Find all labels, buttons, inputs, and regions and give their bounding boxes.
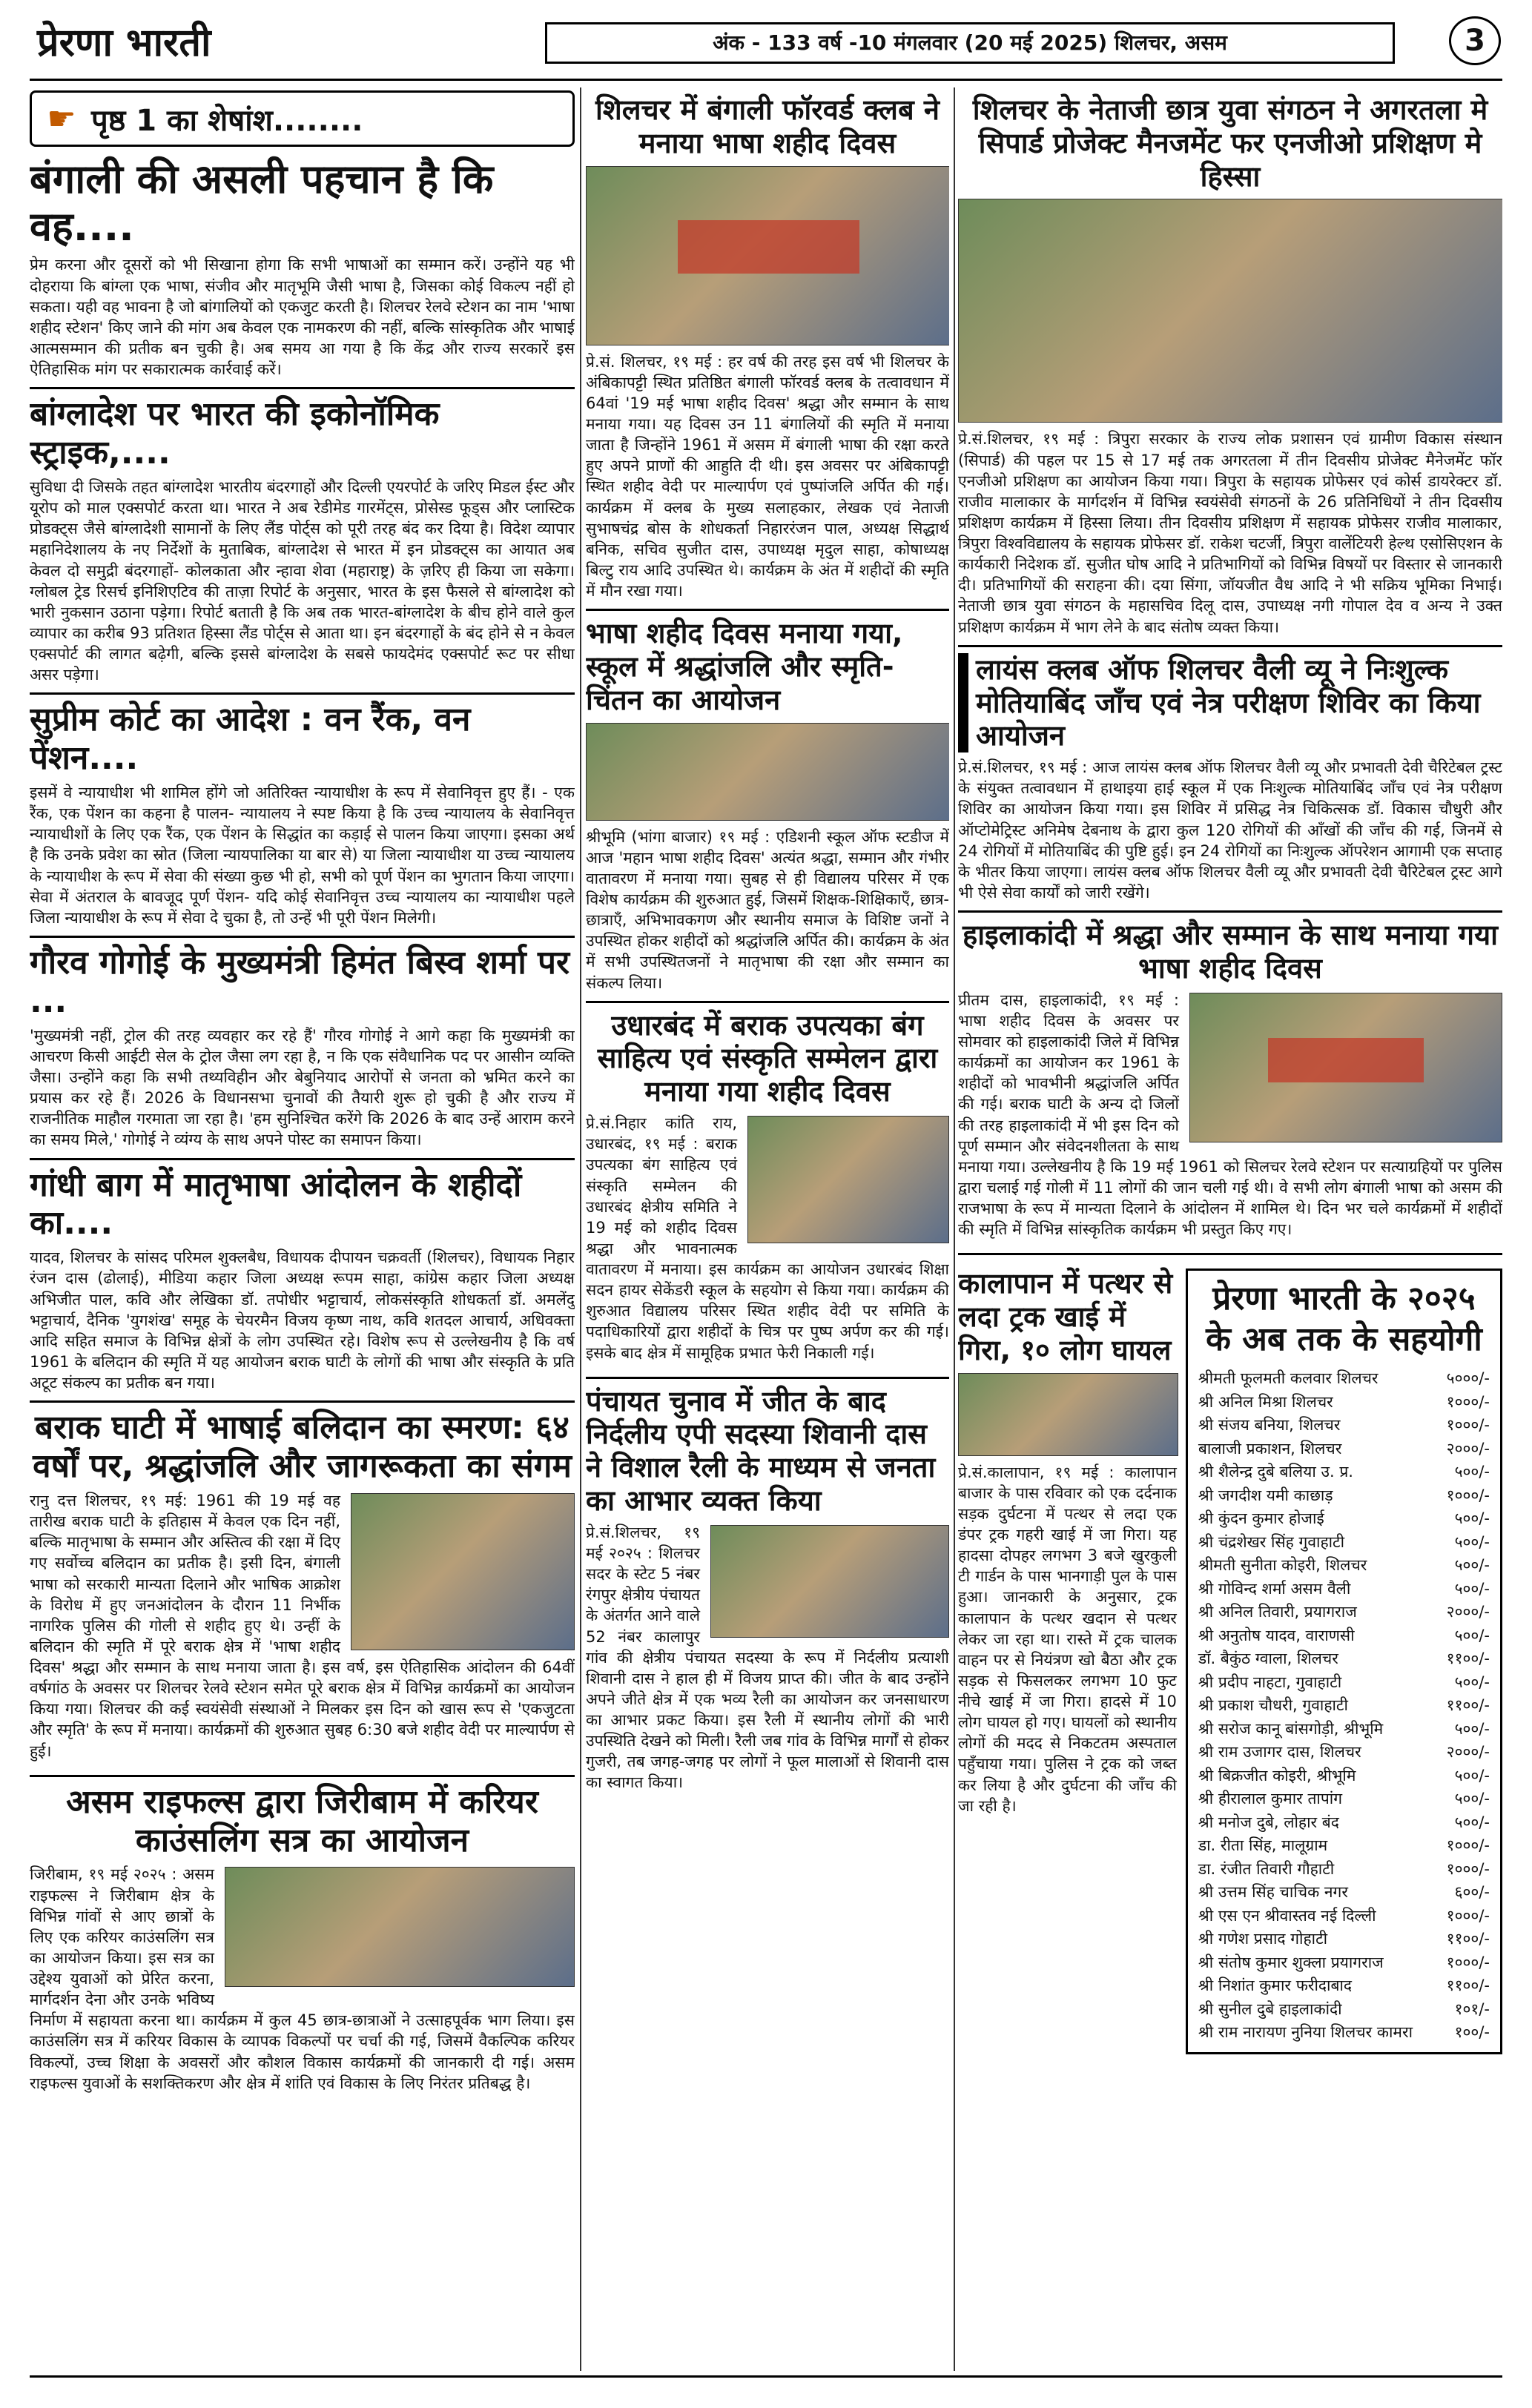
donor-amount: १०००/- [1446, 1953, 1490, 1971]
newspaper-brand: प्रेरणा भारती [37, 20, 211, 65]
article-headline: सुप्रीम कोर्ट का आदेश : वन रैंक, वन पेंशन.... [30, 701, 471, 778]
donor-amount: ५००/- [1454, 1509, 1490, 1528]
donor-row [1198, 1834, 1490, 1858]
article-headline: गांधी बाग में मातृभाषा आंदोलन के शहीदों का.... [30, 1165, 522, 1243]
bottom-right-block [958, 1261, 1502, 2054]
donor-row [1198, 1484, 1490, 1508]
article-headline: बराक घाटी में भाषाई बलिदान का स्मरण: ६४ वर्षों पर, श्रद्धांजलि और जागरूकता का संगम [33, 1409, 572, 1486]
donor-name: श्री गोविन्द शर्मा असम वैली [1198, 1579, 1351, 1598]
donor-row [1198, 1461, 1490, 1484]
donor-name: श्री संजय बनिया, शिलचर [1198, 1416, 1341, 1435]
article-body: प्रे.सं.शिलचर, १९ मई : आज लायंस क्लब ऑफ शिलचर वैली व्यू और प्रभावती देवी चैरिटेबल ट्रस्ट के संयुक्त तत्वावधान में हाथाइया हाई स्कूल में एक निःशुल्क मोतियाबिंद जाँच एवं नेत्र परीक्षण शिविर का आयोजन किया गया। इस शिविर में प्रसिद्ध नेत्र चिकित्सक डॉ. विकास चौधुरी और ऑप्टोमेट्रिस्ट अनिमेष देबनाथ के द्वारा कुल 120 रोगियों की आँखों की जाँच की गई, जिनमें से 24 रोगियों में मोतियाबिंद की पुष्टि हुई। इन 24 रोगियों का निःशुल्क ऑपरेशन आगामी एक सप्ताह के भीतर किया जाएगा। लायंस क्लब ऑफ शिलचर वैली व्यू और प्रभावती देवी चैरिटेबल ट्रस्ट आगे भी ऐसे सेवा कार्यों को जारी रखेंगे। [958, 758, 1502, 902]
divider [30, 1158, 575, 1160]
donor-row [1198, 1951, 1490, 1975]
news-photo [1189, 993, 1502, 1142]
donor-name: श्री कुंदन कुमार होजाई [1198, 1509, 1324, 1528]
column-left [30, 87, 575, 2371]
donor-amount: ५००/- [1454, 1766, 1490, 1784]
donor-row [1198, 1881, 1490, 1905]
donor-name: डॉ. बैकुंठ ग्वाला, शिलचर [1198, 1650, 1338, 1668]
news-photo [225, 1867, 575, 1987]
donor-row [1198, 1694, 1490, 1718]
donor-amount: १००/- [1454, 2023, 1490, 2042]
divider [586, 609, 949, 611]
donor-amount: १०००/- [1446, 1486, 1490, 1504]
column-middle [586, 87, 949, 2371]
article-headline: गौरव गोगोई के मुख्यमंत्री हिमंत बिस्व शर्मा पर ... [30, 943, 570, 1020]
truck-accident-article [958, 1261, 1177, 2054]
article-headline: असम राइफल्स द्वारा जिरीबाम में करियर काउंसलिंग सत्र का आयोजन [66, 1782, 538, 1859]
article-headline: उधारबंद में बराक उपत्यका बंग साहित्य एवं संस्कृति सम्मेलन द्वारा मनाया गया शहीद दिवस [597, 1008, 938, 1108]
donor-row [1198, 1858, 1490, 1882]
donor-amount: ५००/- [1454, 1673, 1490, 1691]
news-photo [958, 1373, 1178, 1456]
donor-row [1198, 1391, 1490, 1415]
article-headline: कालापान में पत्थर से लदा ट्रक खाई में गिरा, १० लोग घायल [958, 1267, 1173, 1366]
donor-row [1198, 1507, 1490, 1531]
donor-amount: ५००/- [1454, 1719, 1490, 1738]
donor-name: श्री सुनील दुबे हाइलाकांदी [1198, 2000, 1342, 2018]
article-headline: शिलचर में बंगाली फॉरवर्ड क्लब ने मनाया भाषा शहीद दिवस [595, 93, 940, 159]
article-body: प्रे.सं.शिलचर, १९ मई २०२५ : शिलचर सदर के स्टेट 5 नंबर रंगपुर क्षेत्रीय पंचायत के अंतर्गत आने वाले 52 नंबर कालापुर गांव की क्षेत्रीय पंचायत सदस्या के रूप में निर्दलीय प्रत्याशी शिवानी दास ने हाल ही में विजय प्राप्त की। जीत के बाद उन्होंने अपने जीते क्षेत्र में एक भव्य रैली का आयोजन कर जनसाधारण का आभार प्रकट किया। इस रैली में स्थानीय लोगों की भारी उपस्थिति देखने को मिली। रैली जब गांव के विभिन्न मार्गों से होकर गुजरी, तब जगह-जगह पर लोगों ने फूल मालाओं से शिवानी दास का स्वागत किया। [586, 1523, 949, 1792]
article-body: प्रे.सं. शिलचर, १९ मई : हर वर्ष की तरह इस वर्ष भी शिलचर के अंबिकापट्टी स्थित प्रतिष्ठित बंगाली फॉरवर्ड क्लब के तत्वावधान में 64वां '19 मई भाषा शहीद दिवस' श्रद्धा और सम्मान के साथ मनाया गया। यह दिवस उन 11 बंगालियों की स्मृति में मनाया जाता है जिन्होंने 1961 में असम में बंगाली भाषा की रक्षा करते हुए अपने प्राणों की आहुति दी थी। इस अवसर पर अंबिकापट्टी स्थित शहीद वेदी पर माल्यार्पण एवं पुष्पांजलि अर्पित की गई। कार्यक्रम में क्लब के मुख्य सलाहकार, लेखक एवं नेताजी सुभाषचंद्र बोस के शोधकर्ता निहाररंजन पाल, अध्यक्ष सिद्धार्थ बनिक, सचिव सुजीत दास, उपाध्यक्ष मृदुल साहा, कोषाध्यक्ष बिल्टु राय आदि उपस्थित थे। कार्यक्रम के अंत में शहीदों की स्मृति में मौन रखा गया। [586, 352, 949, 601]
donor-name: श्रीमती सुनीता कोइरी, शिलचर [1198, 1556, 1367, 1575]
donor-amount: ११००/- [1446, 1930, 1490, 1948]
issue-line: अंक - 133 वर्ष -10 मंगलवार (20 मई 2025) शिलचर, असम [545, 22, 1395, 64]
donor-name: डा. रंजीत तिवारी गौहाटी [1198, 1859, 1335, 1878]
article-body: जिरीबाम, १९ मई २०२५ : असम राइफल्स ने जिरीबाम क्षेत्र के विभिन्न गांवों से आए छात्रों के लिए एक करियर काउंसलिंग सत्र का आयोजन किया। इस सत्र का उद्देश्य युवाओं को प्रेरित करना, मार्गदर्शन देना और उनके भविष्य निर्माण में सहायता करना था। कार्यक्रम में कुल 45 छात्र-छात्राओं ने उत्साहपूर्वक भाग लिया। इस काउंसलिंग सत्र में करियर विकास के व्यापक विकल्पों पर चर्चा की गई, जिसमें वैकल्पिक करियर विकल्पों, उच्च शिक्षा के अवसरों और कौशल विकास कार्यक्रमों की जानकारी दी गई। असम राइफल्स युवाओं के सशक्तिकरण और क्षेत्र में शांति एवं विकास के लिए निरंतर प्रतिबद्ध है। [30, 1865, 575, 2092]
donor-name: श्री संतोष कुमार शुक्ला प्रयागराज [1198, 1953, 1384, 1971]
donor-amount: ५००/- [1454, 1813, 1490, 1831]
donor-amount: ५००/- [1454, 1463, 1490, 1481]
divider [586, 1001, 949, 1003]
donor-name: श्री अनिल मिश्रा शिलचर [1198, 1392, 1333, 1411]
donor-name: डा. रीता सिंह, मालूग्राम [1198, 1836, 1328, 1855]
donor-name: श्री जगदीश यमी काछाड़ [1198, 1486, 1333, 1504]
news-photo [586, 723, 949, 821]
donor-row [1198, 1624, 1490, 1648]
footer-rule [30, 2375, 1502, 2378]
donor-list [1198, 1367, 1490, 2045]
masthead-rule [30, 79, 1502, 81]
donor-name: श्री मनोज दुबे, लोहार बंद [1198, 1813, 1339, 1831]
donor-amount: १०००/- [1446, 1416, 1490, 1435]
article-body: सुविधा दी जिसके तहत बांग्लादेश भारतीय बंदरगाहों और दिल्ली एयरपोर्ट के जरिए मिडल ईस्ट और यूरोप को माल एक्सपोर्ट करता था। भारत ने अब रेडीमेड गारमेंट्स, प्रोसेस्ड फूड्स और प्लास्टिक प्रोडक्ट्स जैसे बांग्लादेशी सामानों के लिए लैंड पोर्ट्स को पूरी तरह बंद कर दिया है। विदेश व्यापार महानिदेशालय के नए निर्देशों के मुताबिक, बांग्लादेश से भारत में इन प्रोडक्ट्स का आयात अब केवल दो समुद्री बंदरगाहों- कोलकाता और न्हावा शेवा (महाराष्ट्र) के ज़रिए ही किया जा सकेगा। ग्लोबल ट्रेड रिसर्च इनिशिएटिव की ताज़ा रिपोर्ट के अनुसार, भारत के इस फैसले से बांग्लादेश को भारी नुकसान उठाना पड़ेगा। रिपोर्ट बताती है कि अब तक भारत-बांग्लादेश के बीच होने वाले कुल व्यापार का करीब 93 प्रतिशत हिस्सा लैंड पोर्ट्स से आता था। इन बंदरगाहों के बंद होने से न केवल एक्सपोर्ट की लागत बढ़ेगी, बल्कि इससे बांग्लादेश के सबसे फायदेमंद एक्सपोर्ट रूट पर सीधा असर पड़ेगा। [30, 478, 575, 684]
donor-amount: २०००/- [1446, 1603, 1490, 1621]
article-body: प्रे.सं.निहार कांति राय, उधारबंद, १९ मई : बराक उपत्यका बंग साहित्य एवं संस्कृति सम्मेलन की उधारबंद क्षेत्रीय समिति ने 19 मई को शहीद दिवस श्रद्धा और भावनात्मक वातावरण में मनाया। इस कार्यक्रम का आयोजन उधारबंद शिक्षा सदन हायर सेकेंडरी स्कूल के सहयोग से किया गया। कार्यक्रम की शुरुआत विद्यालय परिसर स्थित शहीद वेदी पर समिति के पदाधिकारियों द्वारा शहीदों के चित्र पर पुष्प अर्पण कर की गई। इसके बाद क्षेत्र में सामूहिक प्रभात फेरी निकाली गई। [586, 1114, 949, 1362]
donor-name: श्री प्रकाश चौधरी, गुवाहाटी [1198, 1696, 1348, 1715]
donor-name: बालाजी प्रकाशन, शिलचर [1198, 1439, 1342, 1458]
donor-row [1198, 1928, 1490, 1951]
donor-amount: १०००/- [1446, 1392, 1490, 1411]
donor-name: श्री निशांत कुमार फरीदाबाद [1198, 1977, 1353, 1995]
article-body: 'मुख्यमंत्री नहीं, ट्रोल की तरह व्यवहार कर रहे हैं' गौरव गोगोई ने आगे कहा कि मुख्यमंत्री का आचरण किसी आईटी सेल के ट्रोल जैसा लग रहा है, न कि एक संवैधानिक पद पर आसीन व्यक्ति जैसा। उन्होंने कहा कि सभी तथ्यविहीन और बेबुनियाद आरोपों से जनता को भ्रमित करने का प्रयास कर रहे हैं। 2026 के विधानसभा चुनावों की तैयारी शुरू हो चुकी है और राज्य में राजनीतिक माहौल गरमाता जा रहा है। 'हम सुनिश्चित करेंगे कि 2026 के बाद उन्हें आराम करने का समय मिले,' गोगोई ने व्यंग्य के साथ अपने पोस्ट का समापन किया। [30, 1026, 575, 1149]
divider [30, 1775, 575, 1777]
news-photo [710, 1525, 949, 1638]
article-headline: पंचायत चुनाव में जीत के बाद निर्दलीय एपी सदस्या शिवानी दास ने विशाल रैली के माध्यम से जनता का आभार व्यक्त किया [586, 1384, 936, 1518]
news-photo [747, 1116, 949, 1243]
donor-name: श्री गणेश प्रसाद गोहाटी [1198, 1930, 1328, 1948]
donor-row [1198, 1531, 1490, 1555]
news-photo [958, 199, 1502, 423]
page-number: 3 [1449, 16, 1501, 65]
donor-row [1198, 1367, 1490, 1391]
divider [958, 910, 1502, 913]
donor-amount: ११००/- [1446, 1650, 1490, 1668]
donor-row [1198, 1554, 1490, 1578]
donor-amount: ५००/- [1454, 1532, 1490, 1551]
donor-amount: ११००/- [1446, 1696, 1490, 1715]
divider [30, 936, 575, 938]
divider [958, 1253, 1502, 1255]
article-body: प्रे.सं.कालापान, १९ मई : कालापान बाजार के पास रविवार को एक दर्दनाक सड़क दुर्घटना में पत्थर से लदा एक डंपर ट्रक गहरी खाई में जा गिरा। यह हादसा दोपहर लगभग 3 बजे खुरकुली टी गार्डन के पास भानगाड़ी पुल के पास हुआ। जानकारी के अनुसार, ट्रक कालापान के पत्थर खदान से पत्थर लेकर जा रहा था। रास्ते में ट्रक चालक वाहन पर से नियंत्रण खो बैठा और ट्रक सड़क से फिसलकर लगभग 10 फुट नीचे खाई में जा गिरा। हादसे में 10 लोग घायल हो गए। घायलों को स्थानीय लोगों की मदद से निकटतम अस्पताल पहुँचाया गया। पुलिस ने ट्रक को जब्त कर लिया है और दुर्घटना की जाँच की जा रही है। [958, 1463, 1177, 1815]
donor-name: श्री अनुतोष यादव, वाराणसी [1198, 1626, 1355, 1644]
donor-list-title: प्रेरणा भारती के २०२५ के अब तक के सहयोगी [1206, 1280, 1482, 1359]
article-body: श्रीभूमि (भांगा बाजार) १९ मई : एडिशनी स्कूल ऑफ स्टडीज में आज 'महान भाषा शहीद दिवस' अत्यंत श्रद्धा, सम्मान और गंभीर वातावरण में मनाया गया। सुबह से ही विद्यालय परिसर में एक विशेष कार्यक्रम की शुरुआत हुई, जिसमें शिक्षक-शिक्षिकाएँ, छात्र-छात्राएँ, अभिभावकगण और स्थानीय समाज के विशिष्ट जनों ने उपस्थित होकर शहीदों को श्रद्धांजलि अर्पित की। कार्यक्रम के अंत में सभी उपस्थितजनों ने मातृभाषा की रक्षा और सम्मान का संकल्प लिया। [586, 827, 949, 992]
article-headline: बंगाली की असली पहचान है कि वह.... [30, 156, 494, 250]
donor-amount: ५०००/- [1446, 1369, 1490, 1388]
article-headline: बांग्लादेश पर भारत की इकोनॉमिक स्ट्राइक,.... [30, 395, 440, 472]
column-right [958, 87, 1502, 2371]
divider [30, 692, 575, 695]
continued-box [30, 90, 575, 147]
donor-row [1198, 1647, 1490, 1671]
donor-row [1198, 1787, 1490, 1811]
donor-amount: १०००/- [1446, 1836, 1490, 1855]
divider [958, 645, 1502, 647]
article-headline: हाइलाकांदी में श्रद्धा और सम्मान के साथ मनाया गया भाषा शहीद दिवस [963, 919, 1498, 985]
divider [30, 1400, 575, 1403]
donor-amount: ६००/- [1454, 1883, 1490, 1902]
donor-name: श्री चंद्रशेखर सिंह गुवाहाटी [1198, 1532, 1345, 1551]
donor-amount: १०१/- [1454, 2000, 1490, 2018]
donor-name: श्री राम उजागर दास, शिलचर [1198, 1743, 1361, 1762]
donor-name: श्री एस एन श्रीवास्तव नई दिल्ली [1198, 1906, 1376, 1925]
donor-amount: ११००/- [1446, 1977, 1490, 1995]
article-body: प्रीतम दास, हाइलाकांदी, १९ मई : भाषा शहीद दिवस के अवसर पर सोमवार को हाइलाकांदी जिले में विभिन्न कार्यक्रमों का आयोजन कर 1961 के शहीदों को भावभीनी श्रद्धांजलि अर्पित की गई। बराक घाटी के अन्य दो जिलों की तरह हाइलाकांदी में भी इस दिन को पूर्ण सम्मान और संवेदनशीलता के साथ मनाया गया। उल्लेखनीय है कि 19 मई 1961 को सिलचर रेलवे स्टेशन पर सत्याग्रहियों पर पुलिस द्वारा चलाई गई गोली में 11 लोगों की जान चली गई थी। वे सभी लोग बंगाली भाषा को असम की राजभाषा के रूप में मान्यता दिलाने के आंदोलन में शामिल थे। दिन भर चले कार्यक्रमों में शहीदों की स्मृति में विभिन्न सांस्कृतिक कार्यक्रम भी प्रस्तुत किए गए। [958, 990, 1502, 1239]
donor-name: श्रीमती फूलमती कलवार शिलचर [1198, 1369, 1379, 1388]
donor-name: श्री सरोज कानू बांसगोड़ी, श्रीभूमि [1198, 1719, 1384, 1738]
column-divider [954, 87, 955, 2371]
donor-row [1198, 1905, 1490, 1928]
article-body: इसमें वे न्यायाधीश भी शामिल होंगे जो अतिरिक्त न्यायाधीश के रूप में सेवानिवृत्त हुए हैं। - एक रैंक, एक पेंशन का कहना है पालन- न्यायालय ने स्पष्ट किया है कि उच्च न्यायालय के सेवानिवृत्त न्यायाधीशों के लिए एक रैंक, एक पेंशन के सिद्धांत का कड़ाई से पालन किया जाएगा। इसका अर्थ है कि उनके प्रवेश का स्रोत (जिला न्यायपालिका या बार से) या जिला न्यायाधीश या उच्च न्यायालय के न्यायाधीश के रूप में सेवा की संख्या कुछ भी हो, सभी को पूर्ण पेंशन का भुगतान किया जाएगा। सेवा में अंतराल के बावजूद पूर्ण पेंशन- यदि कोई सेवानिवृत्त उच्च न्यायालय का न्यायाधीश पहले जिला न्यायाधीश के रूप में सेवा दे चुका है, तो उन्हें भी पूरी पेंशन मिलेगी। [30, 784, 575, 927]
donor-row [1198, 1998, 1490, 2022]
donor-name: श्री उत्तम सिंह चाचिक नगर [1198, 1883, 1348, 1902]
masthead [0, 0, 1532, 83]
article-headline: शिलचर के नेताजी छात्र युवा संगठन ने अगरतला मे सिपार्ड प्रोजेक्ट मैनजमेंट फर एनजीओ प्रशिक्षण मे हिस्सा [972, 93, 1488, 193]
donor-name: श्री अनिल तिवारी, प्रयागराज [1198, 1603, 1357, 1621]
article-body: प्रेम करना और दूसरों को भी सिखाना होगा कि सभी भाषाओं का सम्मान करें। उन्होंने यह भी दोहराया कि बांग्ला एक भाषा, संजीव और मातृभूमि जैसी भाषा है, जिसका कोई विकल्प नहीं हो सकता। यही वह भावना है जो बांगालियों को एकजुट करती है। शिलचर रेलवे स्टेशन का नाम 'भाषा शहीद स्टेशन' किए जाने की मांग अब केवल एक नामकरण की नहीं, बल्कि सांस्कृतिक और भाषाई आत्मसम्मान की प्रतीक बन चुकी है। अब समय आ गया है कि केंद्र और राज्य सरकारें इस ऐतिहासिक मांग पर सकारात्मक कार्रवाई करें। [30, 256, 575, 379]
donor-amount: १०००/- [1446, 1906, 1490, 1925]
donor-amount: ५००/- [1454, 1626, 1490, 1644]
donor-name: श्री शैलेन्द्र दुबे बलिया उ. प्र. [1198, 1463, 1353, 1481]
article-body: यादव, शिलचर के सांसद परिमल शुक्लबैध, विधायक दीपायन चक्रवर्ती (शिलचर), विधायक निहार रंजन दास (ढोलाई), मीडिया कहार जिला अध्यक्ष रूपम साहा, कांग्रेस कहार जिला अध्यक्ष अभिजीत पाल, कवि और लेखिका डॉ. तपोधीर भट्टाचार्य, लोकसंस्कृति शोधकर्ता डॉ. अमलेंदु भट्टाचार्य, दैनिक 'युगशंख' समूह के चेयरमैन विजय कृष्ण नाथ, कवि शतदल आचार्य, अधिवक्ता आदि सहित समाज के विभिन्न क्षेत्रों के लोग उपस्थित रहे। विशेष रूप से उल्लेखनीय है कि वर्ष 1961 के बलिदान की स्मृति में यह आयोजन बराक घाटी के लोगों की भाषा और संस्कृति के प्रति अटूट संकल्प का प्रतीक बन गया। [30, 1248, 575, 1392]
donor-row [1198, 1578, 1490, 1601]
donor-row [1198, 1414, 1490, 1438]
donor-row [1198, 1718, 1490, 1742]
donor-row [1198, 1438, 1490, 1461]
donor-name: श्री हीरालाल कुमार तापांग [1198, 1790, 1343, 1808]
continued-label: पृष्ठ 1 का शेषांश........ [91, 103, 363, 138]
divider [30, 387, 575, 389]
article-body: प्रे.सं.शिलचर, १९ मई : त्रिपुरा सरकार के राज्य लोक प्रशासन एवं ग्रामीण विकास संस्थान (सिपार्ड) की पहल पर 15 से 17 मई तक अगरतला में तीन दिवसीय प्रोजेक्ट मैनेजमेंट फॉर एनजीओ प्रशिक्षण का आयोजन किया गया। त्रिपुरा के सहायक प्रोफेसर एवं कोर्स डायरेक्टर डॉ. राजीव मालाकार के मार्गदर्शन में विभिन्न स्वयंसेवी संगठनों के 26 प्रतिनिधियों ने तीन दिवसीय प्रशिक्षण कार्यक्रम में हिस्सा लिया। तीन दिवसीय प्रशिक्षण में सहायक प्रोफेसर राजीव मालाकार, त्रिपुरा विश्वविद्यालय के सहायक प्रोफेसर डॉ. राकेश चटर्जी, त्रिपुरा वालेंटियरी हेल्थ एसोसिएशन के कार्यकारी निदेशक डॉ. सुजीत घोष आदि ने प्रतिभागियों को विभिन्न विषयों पर विस्तार से जानकारी दी। प्रतिभागियों की सराहना की। दया सिंगा, जॉयजीत वैध आदि ने भी सक्रिय भूमिका निभाई। नेताजी छात्र युवा संगठन के महासचिव दिलू दास, उपाध्यक्ष नगी गोपाल देव व अन्य ने उक्त प्रशिक्षण कार्यक्रम में भाग लेने के बाद संतोष व्यक्त किया। [958, 430, 1502, 636]
donor-amount: १०००/- [1446, 1859, 1490, 1878]
donor-name: श्री प्रदीप नाहटा, गुवाहाटी [1198, 1673, 1342, 1691]
column-divider [580, 87, 581, 2371]
donor-amount: ५००/- [1454, 1579, 1490, 1598]
donor-row [1198, 1601, 1490, 1624]
article-headline: लायंस क्लब ऑफ शिलचर वैली व्यू ने निःशुल्क मोतियाबिंद जाँच एवं नेत्र परीक्षण शिविर का किया आयोजन [958, 653, 1502, 752]
donor-amount: ५००/- [1454, 1790, 1490, 1808]
donor-row [1198, 1671, 1490, 1695]
donor-row [1198, 1764, 1490, 1788]
donor-row [1198, 1811, 1490, 1835]
donor-name: श्री राम नारायण नुनिया शिलचर कामरा [1198, 2023, 1413, 2042]
donor-row [1198, 1741, 1490, 1764]
article-body: रानु दत्त शिलचर, १९ मई: 1961 की 19 मई वह तारीख बराक घाटी के इतिहास में केवल एक दिन नहीं, बल्कि मातृभाषा के सम्मान और अस्तित्व की रक्षा में दिए गए सर्वोच्च बलिदान का प्रतीक है। इसी दिन, बंगाली भाषा को सरकारी मान्यता दिलाने और भाषिक आक्रोश के विरोध में हुए जनआंदोलन के दौरान 11 निर्भीक नागरिक पुलिस की गोली से शहीद हुए थे। उन्हीं के बलिदान की स्मृति में पूरे बराक क्षेत्र में 'भाषा शहीद दिवस' श्रद्धा और सम्मान के साथ मनाया जाता है। इस वर्ष, इस ऐतिहासिक आंदोलन की 64वीं वर्षगांठ के अवसर पर शिलचर रेलवे स्टेशन समेत पूरे बराक क्षेत्र में विभिन्न कार्यक्रमों का आयोजन किया गया। शिलचर की कई स्वयंसेवी संस्थाओं ने मिलकर इस दिन को खास रूप से 'एकजुटता और स्मृति' के रूप में मनाया। कार्यक्रमों की शुरुआत सुबह 6:30 बजे शहीद वेदी पर माल्यार्पण से हुई। [30, 1492, 575, 1760]
donor-list-box [1186, 1268, 1502, 2054]
news-photo [586, 166, 949, 345]
divider [586, 1377, 949, 1379]
donor-amount: २०००/- [1446, 1439, 1490, 1458]
donor-row [1198, 1974, 1490, 1998]
article-headline: भाषा शहीद दिवस मनाया गया, स्कूल में श्रद्धांजलि और स्मृति-चिंतन का आयोजन [586, 617, 903, 716]
donor-amount: २०००/- [1446, 1743, 1490, 1762]
donor-row [1198, 2021, 1490, 2045]
donor-name: श्री बिक्रजीत कोइरी, श्रीभूमि [1198, 1766, 1356, 1784]
pointing-hand-icon: ☛ [47, 99, 76, 138]
donor-amount: ५००/- [1454, 1556, 1490, 1575]
news-photo [351, 1493, 575, 1650]
